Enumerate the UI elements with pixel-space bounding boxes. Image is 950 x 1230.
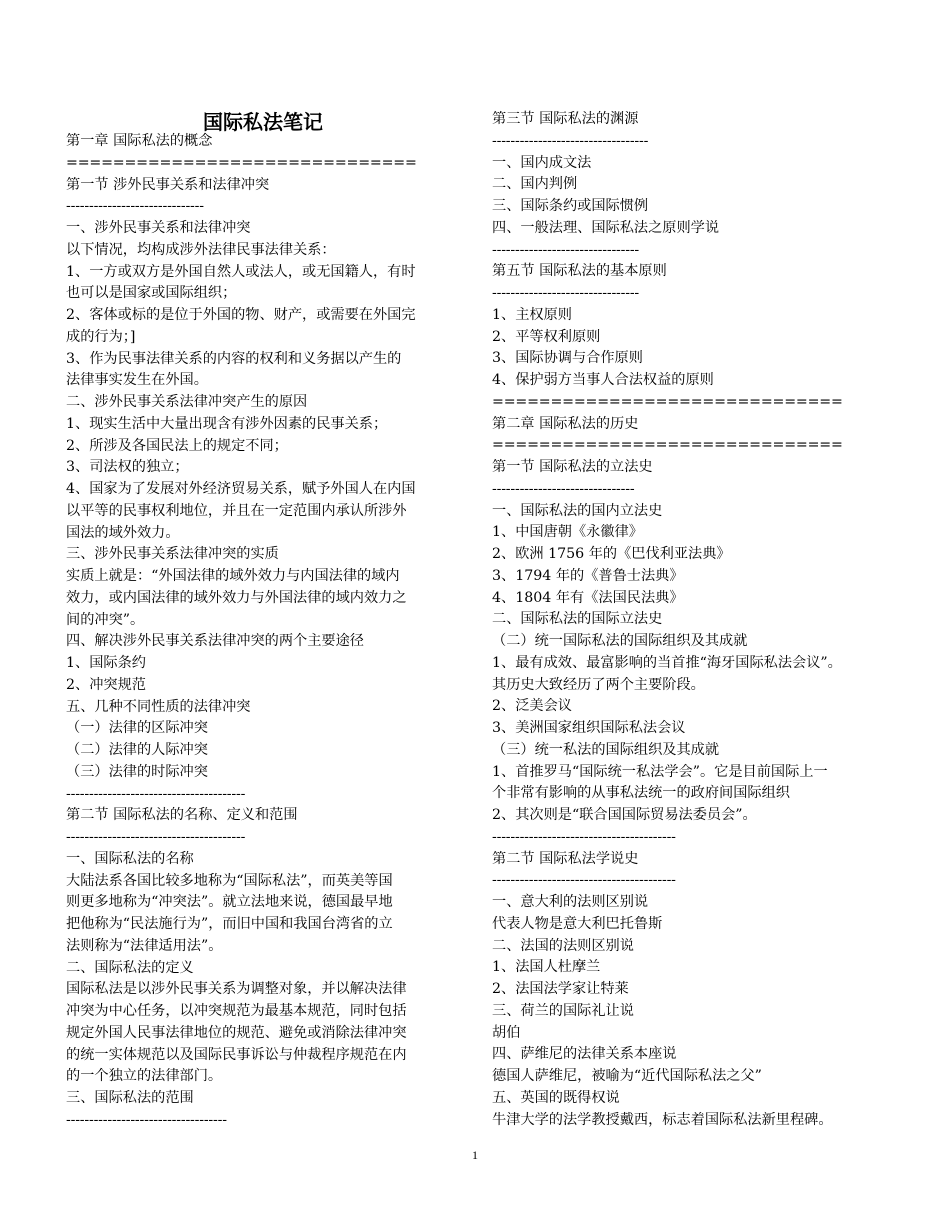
text-line: 第二节 国际私法的名称、定义和范围 — [66, 807, 298, 824]
text-line: 2、所涉及各国民法上的规定不同； — [66, 437, 288, 454]
divider-line: ---------------------------------------- — [492, 872, 676, 889]
text-line: 牛津大学的法学教授戴西，标志着国际私法新里程碑。 — [492, 1111, 833, 1128]
divider-line: -------------------------------- — [492, 241, 640, 258]
text-line: 4、国家为了发展对外经济贸易关系，赋予外国人在内国 — [66, 481, 416, 497]
text-line: 第五节 国际私法的基本原则 — [492, 263, 667, 280]
text-line: 法律事实发生在外国。 — [66, 372, 208, 389]
text-line: 成的行为；] — [66, 328, 136, 345]
page-number: 1 — [472, 1148, 478, 1162]
text-line: 4、1804 年有《法国民法典》 — [492, 589, 684, 606]
text-line: 3、司法权的独立； — [66, 459, 189, 476]
text-line: 一、国际私法的名称 — [66, 850, 194, 867]
text-line: 第一节 涉外民事关系和法律冲突 — [66, 176, 270, 193]
text-line: 也可以是国家或国际组织； — [66, 285, 237, 302]
divider-line: ---------------------------------- — [492, 132, 649, 149]
text-line: 间的冲突”。 — [66, 611, 145, 628]
divider-line: ============================== — [492, 437, 843, 454]
text-line: 2、客体或标的是位于外国的物、财产，或需要在外国完 — [66, 307, 416, 323]
text-line: 3、国际协调与合作原则 — [492, 350, 643, 367]
text-line: （三）法律的时际冲突 — [66, 763, 208, 780]
divider-line: ------------------------------- — [492, 480, 635, 497]
text-line: 1、法国人杜摩兰 — [492, 959, 601, 976]
text-line: 第一节 国际私法的立法史 — [492, 459, 653, 475]
text-line: 4、保护弱方当事人合法权益的原则 — [492, 372, 714, 388]
text-line: 实质上就是：“外国法律的域外效力与内国法律的域内 — [66, 568, 400, 584]
text-line: 3、作为民事法律关系的内容的权利和义务据以产生的 — [66, 350, 402, 367]
text-line: 个非常有影响的从事私法统一的政府间国际组织 — [492, 785, 790, 802]
text-line: 四、解决涉外民事关系法律冲突的两个主要途径 — [66, 633, 364, 650]
right-column — [492, 109, 897, 1131]
text-line: 第二节 国际私法学说史 — [492, 850, 639, 867]
text-line: 1、一方或双方是外国自然人或法人，或无国籍人，有时 — [66, 263, 416, 280]
divider-line: --------------------------------------- — [66, 829, 246, 845]
divider-line: ----------------------------------- — [66, 1111, 227, 1128]
text-line: 二、涉外民事关系法律冲突产生的原因 — [66, 394, 308, 410]
text-line: 2、平等权利原则 — [492, 328, 601, 345]
text-line: （二）统一国际私法的国际组织及其成就 — [492, 633, 748, 649]
text-line: 2、冲突规范 — [66, 676, 146, 693]
text-line: 则更多地称为“冲突法”。就立法地来说，德国最早地 — [66, 894, 393, 911]
text-line: 德国人萨维尼，被喻为“近代国际私法之父” — [492, 1068, 762, 1084]
text-line: 2、泛美会议 — [492, 698, 572, 715]
text-line: 五、英国的既得权说 — [492, 1089, 620, 1106]
text-line: 三、涉外民事关系法律冲突的实质 — [66, 546, 279, 563]
text-line: 国际私法是以涉外民事关系为调整对象，并以解决法律 — [66, 981, 407, 998]
text-line: 胡伯 — [492, 1024, 521, 1041]
text-line: 国法的域外效力。 — [66, 524, 180, 541]
text-line: 二、国际私法的定义 — [66, 959, 194, 976]
text-line: （三）统一私法的国际组织及其成就 — [492, 741, 720, 758]
divider-line: ------------------------------ — [66, 198, 204, 215]
text-line: 1、中国唐朝《永徽律》 — [492, 524, 643, 541]
text-line: 三、国际私法的范围 — [66, 1090, 194, 1106]
text-line: 二、国际私法的国际立法史 — [492, 611, 663, 628]
text-line: 第三节 国际私法的渊源 — [492, 111, 639, 127]
left-column — [66, 131, 462, 1132]
text-line: 法则称为“法律适用法”。 — [66, 937, 223, 954]
text-line: 二、国内判例 — [492, 176, 578, 193]
text-line: 2、其次则是“联合国国际贸易法委员会”。 — [492, 807, 757, 823]
text-line: （一）法律的区际冲突 — [66, 720, 208, 737]
text-line: 以下情况，均构成涉外法律民事法律关系： — [66, 241, 336, 258]
text-line: 1、首推罗马“国际统一私法学会”。它是目前国际上一 — [492, 763, 828, 780]
document-title: 国际私法笔记 — [203, 110, 323, 134]
text-line: 四、萨维尼的法律关系本座说 — [492, 1046, 677, 1063]
text-line: 规定外国人民事法律地位的规范、避免或消除法律冲突 — [66, 1024, 407, 1041]
divider-line: ============================== — [492, 393, 843, 410]
text-line: 的统一实体规范以及国际民事诉讼与仲裁程序规范在内 — [66, 1046, 407, 1063]
text-line: 以平等的民事权利地位，并且在一定范围内承认所涉外 — [66, 502, 407, 519]
text-line: 其历史大致经历了两个主要阶段。 — [492, 676, 705, 693]
divider-line: ---------------------------------------- — [492, 828, 676, 845]
text-line: 1、最有成效、最富影响的当首推“海牙国际私法会议”。 — [492, 654, 842, 671]
text-line: 五、几种不同性质的法律冲突 — [66, 698, 251, 715]
text-line: 冲突为中心任务，以冲突规范为最基本规范，同时包括 — [66, 1003, 407, 1019]
text-line: 代表人物是意大利巴托鲁斯 — [492, 915, 663, 932]
text-line: 第二章 国际私法的历史 — [492, 415, 639, 432]
text-line: 一、国际私法的国内立法史 — [492, 502, 663, 519]
text-line: 1、现实生活中大量出现含有涉外因素的民事关系； — [66, 415, 388, 432]
text-line: 3、美洲国家组织国际私法会议 — [492, 720, 686, 736]
text-line: 3、1794 年的《普鲁士法典》 — [492, 567, 684, 584]
text-line: 三、国际条约或国际惯例 — [492, 198, 649, 214]
text-line: 大陆法系各国比较多地称为“国际私法”，而英美等国 — [66, 872, 393, 889]
divider-line: -------------------------------- — [492, 285, 640, 301]
text-line: 一、涉外民事关系和法律冲突 — [66, 220, 251, 236]
text-line: 1、主权原则 — [492, 306, 572, 323]
text-line: 一、意大利的法则区别说 — [492, 894, 649, 910]
text-line: 二、法国的法则区别说 — [492, 937, 634, 954]
text-line: 的一个独立的法律部门。 — [66, 1068, 223, 1085]
divider-line: ============================== — [66, 154, 417, 171]
text-line: 1、国际条约 — [66, 655, 146, 671]
text-line: 三、荷兰的国际礼让说 — [492, 1002, 634, 1019]
text-line: 一、国内成文法 — [492, 154, 592, 171]
text-line: （二）法律的人际冲突 — [66, 742, 208, 758]
divider-line: --------------------------------------- — [66, 785, 246, 802]
text-line: 第一章 国际私法的概念 — [66, 133, 213, 149]
text-line: 2、欧洲 1756 年的《巴伐利亚法典》 — [492, 546, 731, 562]
text-line: 把他称为“民法施行为”，而旧中国和我国台湾省的立 — [66, 916, 393, 932]
text-line: 2、法国法学家让特莱 — [492, 981, 629, 997]
text-line: 效力，或内国法律的域外效力与外国法律的域内效力之 — [66, 589, 407, 606]
text-line: 四、一般法理、国际私法之原则学说 — [492, 219, 720, 236]
